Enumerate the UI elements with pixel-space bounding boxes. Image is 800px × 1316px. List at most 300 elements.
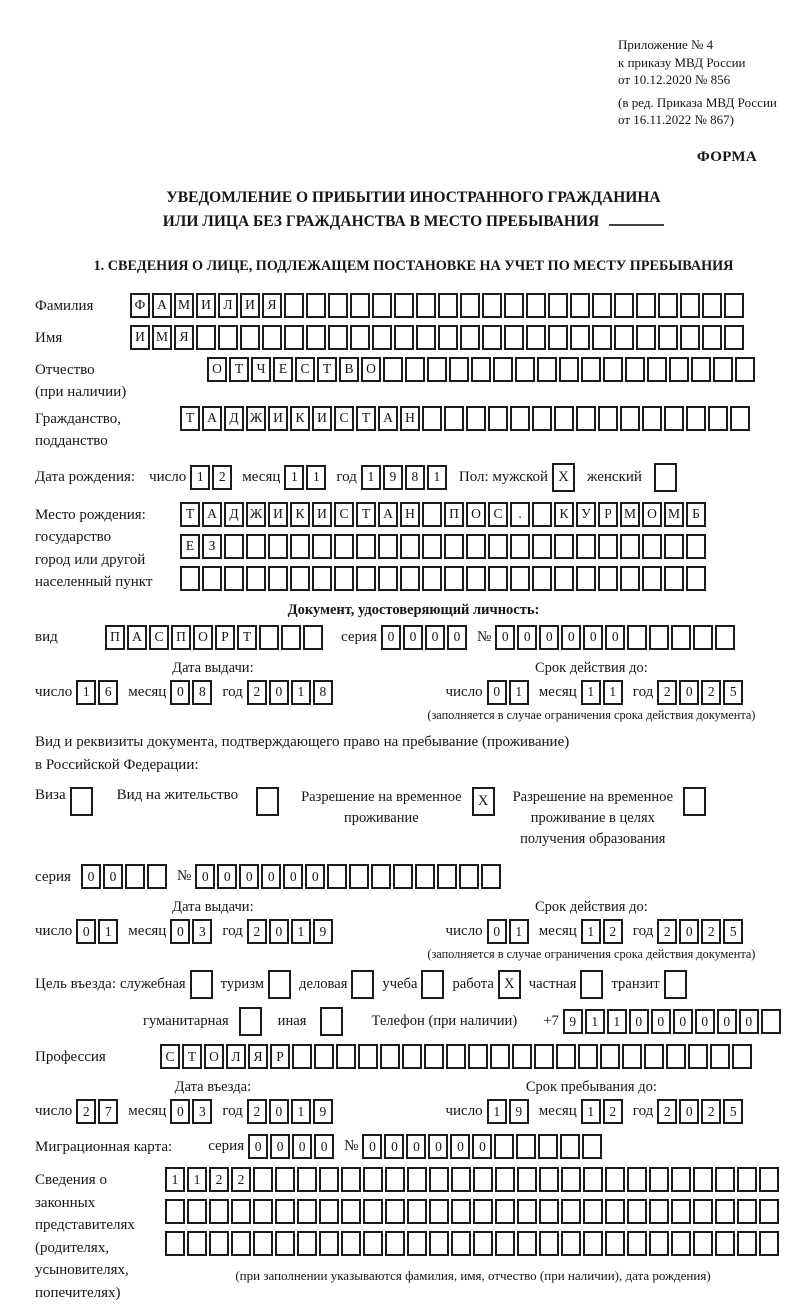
form-cell[interactable] [336, 1044, 356, 1069]
form-cell[interactable] [314, 1044, 334, 1069]
form-cell[interactable]: С [334, 502, 354, 527]
form-cell[interactable]: З [202, 534, 222, 559]
form-cell[interactable]: 2 [701, 919, 721, 944]
form-cell[interactable] [761, 1009, 781, 1034]
form-cell[interactable]: Р [270, 1044, 290, 1069]
form-cell[interactable] [422, 406, 442, 431]
form-cell[interactable]: Я [262, 293, 282, 318]
form-cell[interactable]: 1 [291, 680, 311, 705]
form-cell[interactable] [708, 406, 728, 431]
form-cell[interactable] [231, 1199, 251, 1224]
form-cell[interactable]: 2 [247, 1099, 267, 1124]
form-cell[interactable]: Ж [246, 406, 266, 431]
form-cell[interactable]: 2 [701, 680, 721, 705]
form-cell[interactable]: О [466, 502, 486, 527]
form-cell[interactable] [649, 1167, 669, 1192]
form-cell[interactable] [627, 1231, 647, 1256]
form-cell[interactable]: П [105, 625, 125, 650]
form-cell[interactable]: 0 [450, 1134, 470, 1159]
form-cell[interactable] [666, 1044, 686, 1069]
form-cell[interactable]: 1 [509, 680, 529, 705]
form-cell[interactable] [187, 1199, 207, 1224]
form-cell[interactable]: Л [226, 1044, 246, 1069]
form-cell[interactable]: Ф [130, 293, 150, 318]
form-cell[interactable] [209, 1231, 229, 1256]
form-cell[interactable]: 1 [581, 680, 601, 705]
form-cell[interactable] [691, 357, 711, 382]
form-cell[interactable] [416, 293, 436, 318]
form-cell[interactable] [669, 357, 689, 382]
form-cell[interactable]: 0 [314, 1134, 334, 1159]
temp-residence-education-checkbox[interactable] [683, 787, 706, 816]
purpose-other-checkbox[interactable] [320, 1007, 343, 1036]
form-cell[interactable] [358, 1044, 378, 1069]
form-cell[interactable]: 0 [239, 864, 259, 889]
form-cell[interactable]: 7 [98, 1099, 118, 1124]
form-cell[interactable]: И [268, 502, 288, 527]
form-cell[interactable]: И [312, 502, 332, 527]
form-cell[interactable] [642, 566, 662, 591]
form-cell[interactable] [583, 1167, 603, 1192]
form-cell[interactable] [363, 1199, 383, 1224]
form-cell[interactable]: 0 [679, 680, 699, 705]
form-cell[interactable]: 0 [103, 864, 123, 889]
form-cell[interactable] [407, 1167, 427, 1192]
form-cell[interactable]: 0 [305, 864, 325, 889]
form-cell[interactable] [468, 1044, 488, 1069]
form-cell[interactable]: 0 [195, 864, 215, 889]
form-cell[interactable] [363, 1167, 383, 1192]
form-cell[interactable] [759, 1199, 779, 1224]
form-cell[interactable]: 1 [509, 919, 529, 944]
form-cell[interactable] [680, 293, 700, 318]
form-cell[interactable]: 0 [673, 1009, 693, 1034]
form-cell[interactable] [737, 1199, 757, 1224]
form-cell[interactable] [730, 406, 750, 431]
form-cell[interactable] [444, 406, 464, 431]
form-cell[interactable]: М [664, 502, 684, 527]
form-cell[interactable]: 2 [76, 1099, 96, 1124]
form-cell[interactable] [715, 1199, 735, 1224]
form-cell[interactable] [471, 357, 491, 382]
form-cell[interactable]: Н [400, 406, 420, 431]
form-cell[interactable] [449, 357, 469, 382]
form-cell[interactable] [538, 1134, 558, 1159]
form-cell[interactable]: М [152, 325, 172, 350]
form-cell[interactable]: 1 [581, 1099, 601, 1124]
form-cell[interactable]: 0 [717, 1009, 737, 1034]
form-cell[interactable]: 0 [261, 864, 281, 889]
form-cell[interactable]: 1 [581, 919, 601, 944]
form-cell[interactable]: 9 [383, 465, 403, 490]
form-cell[interactable]: 3 [192, 1099, 212, 1124]
form-cell[interactable] [583, 1199, 603, 1224]
form-cell[interactable]: 0 [605, 625, 625, 650]
form-cell[interactable]: 1 [98, 919, 118, 944]
form-cell[interactable]: Д [224, 502, 244, 527]
form-cell[interactable] [642, 534, 662, 559]
form-cell[interactable]: 0 [269, 680, 289, 705]
form-cell[interactable] [671, 1231, 691, 1256]
visa-checkbox[interactable] [70, 787, 93, 816]
form-cell[interactable]: П [444, 502, 464, 527]
form-cell[interactable] [488, 566, 508, 591]
form-cell[interactable] [319, 1167, 339, 1192]
form-cell[interactable] [350, 293, 370, 318]
form-cell[interactable] [620, 566, 640, 591]
form-cell[interactable] [438, 293, 458, 318]
form-cell[interactable]: 1 [603, 680, 623, 705]
form-cell[interactable]: И [240, 293, 260, 318]
form-cell[interactable] [125, 864, 145, 889]
form-cell[interactable] [515, 357, 535, 382]
form-cell[interactable]: 1 [190, 465, 210, 490]
form-cell[interactable] [400, 534, 420, 559]
purpose-private-checkbox[interactable] [580, 970, 603, 999]
form-cell[interactable] [494, 1134, 514, 1159]
form-cell[interactable] [583, 1231, 603, 1256]
form-cell[interactable] [504, 325, 524, 350]
form-cell[interactable] [488, 406, 508, 431]
form-cell[interactable] [671, 1167, 691, 1192]
form-cell[interactable] [424, 1044, 444, 1069]
form-cell[interactable] [532, 566, 552, 591]
form-cell[interactable] [218, 325, 238, 350]
form-cell[interactable]: 0 [487, 680, 507, 705]
form-cell[interactable] [724, 325, 744, 350]
form-cell[interactable] [713, 357, 733, 382]
form-cell[interactable] [437, 864, 457, 889]
form-cell[interactable]: О [361, 357, 381, 382]
form-cell[interactable]: 3 [192, 919, 212, 944]
form-cell[interactable] [627, 1199, 647, 1224]
form-cell[interactable] [510, 566, 530, 591]
form-cell[interactable] [407, 1199, 427, 1224]
form-cell[interactable]: Е [273, 357, 293, 382]
form-cell[interactable]: 5 [723, 919, 743, 944]
form-cell[interactable] [482, 325, 502, 350]
form-cell[interactable] [303, 625, 323, 650]
form-cell[interactable]: Т [182, 1044, 202, 1069]
form-cell[interactable] [647, 357, 667, 382]
form-cell[interactable] [473, 1231, 493, 1256]
form-cell[interactable]: 0 [629, 1009, 649, 1034]
form-cell[interactable] [400, 566, 420, 591]
form-cell[interactable]: П [171, 625, 191, 650]
form-cell[interactable] [372, 325, 392, 350]
purpose-transit-checkbox[interactable] [664, 970, 687, 999]
form-cell[interactable] [671, 625, 691, 650]
form-cell[interactable]: А [127, 625, 147, 650]
form-cell[interactable] [649, 625, 669, 650]
form-cell[interactable] [473, 1167, 493, 1192]
form-cell[interactable] [380, 1044, 400, 1069]
form-cell[interactable]: 5 [723, 1099, 743, 1124]
form-cell[interactable]: 1 [284, 465, 304, 490]
form-cell[interactable]: О [207, 357, 227, 382]
form-cell[interactable] [686, 534, 706, 559]
form-cell[interactable]: 0 [495, 625, 515, 650]
form-cell[interactable] [378, 534, 398, 559]
form-cell[interactable] [605, 1199, 625, 1224]
form-cell[interactable] [385, 1167, 405, 1192]
form-cell[interactable]: Т [229, 357, 249, 382]
form-cell[interactable]: 9 [313, 919, 333, 944]
form-cell[interactable] [671, 1199, 691, 1224]
form-cell[interactable] [327, 864, 347, 889]
form-cell[interactable] [394, 325, 414, 350]
form-cell[interactable]: А [378, 406, 398, 431]
form-cell[interactable]: А [202, 502, 222, 527]
form-cell[interactable] [253, 1199, 273, 1224]
form-cell[interactable]: 0 [269, 919, 289, 944]
form-cell[interactable]: 5 [723, 680, 743, 705]
form-cell[interactable] [275, 1231, 295, 1256]
form-cell[interactable] [539, 1231, 559, 1256]
form-cell[interactable] [582, 1134, 602, 1159]
form-cell[interactable] [275, 1167, 295, 1192]
form-cell[interactable] [636, 325, 656, 350]
form-cell[interactable] [473, 1199, 493, 1224]
form-cell[interactable] [664, 406, 684, 431]
form-cell[interactable]: Б [686, 502, 706, 527]
form-cell[interactable] [415, 864, 435, 889]
form-cell[interactable]: 0 [561, 625, 581, 650]
form-cell[interactable] [561, 1199, 581, 1224]
form-cell[interactable] [246, 534, 266, 559]
form-cell[interactable]: 8 [405, 465, 425, 490]
form-cell[interactable] [427, 357, 447, 382]
form-cell[interactable] [576, 534, 596, 559]
form-cell[interactable] [363, 1231, 383, 1256]
form-cell[interactable] [554, 406, 574, 431]
form-cell[interactable]: И [196, 293, 216, 318]
form-cell[interactable] [284, 325, 304, 350]
form-cell[interactable]: 0 [679, 1099, 699, 1124]
form-cell[interactable] [526, 325, 546, 350]
form-cell[interactable] [451, 1231, 471, 1256]
form-cell[interactable] [328, 325, 348, 350]
form-cell[interactable]: 2 [603, 919, 623, 944]
form-cell[interactable]: 6 [98, 680, 118, 705]
form-cell[interactable]: Ч [251, 357, 271, 382]
form-cell[interactable]: 0 [270, 1134, 290, 1159]
form-cell[interactable]: 9 [313, 1099, 333, 1124]
form-cell[interactable]: К [290, 406, 310, 431]
form-cell[interactable] [372, 293, 392, 318]
form-cell[interactable]: 0 [425, 625, 445, 650]
form-cell[interactable] [649, 1199, 669, 1224]
form-cell[interactable] [636, 293, 656, 318]
form-cell[interactable] [165, 1231, 185, 1256]
form-cell[interactable] [570, 293, 590, 318]
form-cell[interactable]: 1 [291, 1099, 311, 1124]
form-cell[interactable] [393, 864, 413, 889]
form-cell[interactable]: 0 [406, 1134, 426, 1159]
form-cell[interactable]: Т [317, 357, 337, 382]
form-cell[interactable]: 1 [607, 1009, 627, 1034]
form-cell[interactable]: С [334, 406, 354, 431]
form-cell[interactable] [493, 357, 513, 382]
form-cell[interactable]: Ж [246, 502, 266, 527]
form-cell[interactable]: 0 [447, 625, 467, 650]
form-cell[interactable]: К [554, 502, 574, 527]
form-cell[interactable] [686, 406, 706, 431]
purpose-tourism-checkbox[interactable] [268, 970, 291, 999]
form-cell[interactable] [554, 566, 574, 591]
form-cell[interactable] [693, 625, 713, 650]
form-cell[interactable] [693, 1231, 713, 1256]
form-cell[interactable] [620, 534, 640, 559]
form-cell[interactable] [165, 1199, 185, 1224]
form-cell[interactable] [290, 534, 310, 559]
form-cell[interactable] [532, 534, 552, 559]
purpose-work-checkbox[interactable]: X [498, 970, 521, 999]
form-cell[interactable]: 9 [563, 1009, 583, 1034]
form-cell[interactable]: 0 [679, 919, 699, 944]
form-cell[interactable]: 0 [539, 625, 559, 650]
form-cell[interactable]: . [510, 502, 530, 527]
form-cell[interactable]: 2 [701, 1099, 721, 1124]
form-cell[interactable]: 0 [651, 1009, 671, 1034]
form-cell[interactable] [702, 325, 722, 350]
form-cell[interactable] [576, 406, 596, 431]
form-cell[interactable] [581, 357, 601, 382]
form-cell[interactable] [246, 566, 266, 591]
form-cell[interactable] [693, 1199, 713, 1224]
form-cell[interactable]: 2 [603, 1099, 623, 1124]
form-cell[interactable] [724, 293, 744, 318]
form-cell[interactable] [416, 325, 436, 350]
form-cell[interactable] [459, 864, 479, 889]
form-cell[interactable] [556, 1044, 576, 1069]
form-cell[interactable]: М [174, 293, 194, 318]
form-cell[interactable] [444, 534, 464, 559]
form-cell[interactable]: С [149, 625, 169, 650]
form-cell[interactable] [517, 1231, 537, 1256]
form-cell[interactable]: Я [248, 1044, 268, 1069]
form-cell[interactable] [451, 1167, 471, 1192]
form-cell[interactable] [517, 1199, 537, 1224]
form-cell[interactable]: 1 [165, 1167, 185, 1192]
form-cell[interactable]: 1 [361, 465, 381, 490]
form-cell[interactable] [598, 534, 618, 559]
sex-male-checkbox[interactable]: X [552, 463, 575, 492]
form-cell[interactable] [592, 293, 612, 318]
form-cell[interactable]: С [488, 502, 508, 527]
form-cell[interactable] [504, 293, 524, 318]
form-cell[interactable] [644, 1044, 664, 1069]
form-cell[interactable] [603, 357, 623, 382]
form-cell[interactable] [614, 293, 634, 318]
form-cell[interactable] [600, 1044, 620, 1069]
form-cell[interactable] [578, 1044, 598, 1069]
form-cell[interactable] [625, 357, 645, 382]
form-cell[interactable] [259, 625, 279, 650]
form-cell[interactable]: Я [174, 325, 194, 350]
form-cell[interactable] [460, 293, 480, 318]
form-cell[interactable] [680, 325, 700, 350]
form-cell[interactable] [516, 1134, 536, 1159]
form-cell[interactable] [334, 534, 354, 559]
form-cell[interactable] [429, 1231, 449, 1256]
form-cell[interactable] [319, 1231, 339, 1256]
form-cell[interactable]: О [193, 625, 213, 650]
form-cell[interactable] [517, 1167, 537, 1192]
form-cell[interactable] [349, 864, 369, 889]
form-cell[interactable] [664, 534, 684, 559]
form-cell[interactable] [438, 325, 458, 350]
form-cell[interactable] [224, 566, 244, 591]
form-cell[interactable]: 1 [306, 465, 326, 490]
form-cell[interactable]: С [160, 1044, 180, 1069]
form-cell[interactable] [262, 325, 282, 350]
form-cell[interactable] [510, 534, 530, 559]
form-cell[interactable] [548, 325, 568, 350]
form-cell[interactable] [312, 566, 332, 591]
form-cell[interactable] [482, 293, 502, 318]
form-cell[interactable] [297, 1199, 317, 1224]
form-cell[interactable] [642, 406, 662, 431]
form-cell[interactable] [350, 325, 370, 350]
form-cell[interactable] [231, 1231, 251, 1256]
form-cell[interactable] [481, 864, 501, 889]
form-cell[interactable] [422, 502, 442, 527]
sex-female-checkbox[interactable] [654, 463, 677, 492]
form-cell[interactable] [702, 293, 722, 318]
form-cell[interactable] [180, 566, 200, 591]
form-cell[interactable]: 0 [487, 919, 507, 944]
form-cell[interactable]: С [295, 357, 315, 382]
form-cell[interactable]: 0 [739, 1009, 759, 1034]
form-cell[interactable]: Т [180, 406, 200, 431]
form-cell[interactable] [209, 1199, 229, 1224]
form-cell[interactable]: 0 [403, 625, 423, 650]
form-cell[interactable] [429, 1167, 449, 1192]
form-cell[interactable] [532, 502, 552, 527]
form-cell[interactable] [715, 1167, 735, 1192]
form-cell[interactable]: 0 [248, 1134, 268, 1159]
form-cell[interactable] [196, 325, 216, 350]
form-cell[interactable]: 0 [472, 1134, 492, 1159]
form-cell[interactable]: 0 [170, 680, 190, 705]
form-cell[interactable] [658, 325, 678, 350]
form-cell[interactable] [561, 1167, 581, 1192]
form-cell[interactable]: 0 [81, 864, 101, 889]
form-cell[interactable]: 2 [212, 465, 232, 490]
form-cell[interactable] [451, 1199, 471, 1224]
form-cell[interactable]: 0 [170, 1099, 190, 1124]
form-cell[interactable] [627, 625, 647, 650]
form-cell[interactable]: 2 [657, 1099, 677, 1124]
form-cell[interactable]: 0 [283, 864, 303, 889]
form-cell[interactable]: Н [400, 502, 420, 527]
form-cell[interactable]: И [312, 406, 332, 431]
form-cell[interactable] [202, 566, 222, 591]
purpose-commercial-checkbox[interactable] [351, 970, 374, 999]
form-cell[interactable]: А [202, 406, 222, 431]
form-cell[interactable]: 2 [231, 1167, 251, 1192]
form-cell[interactable] [292, 1044, 312, 1069]
purpose-humanitarian-checkbox[interactable] [239, 1007, 262, 1036]
form-cell[interactable] [297, 1231, 317, 1256]
form-cell[interactable] [356, 534, 376, 559]
form-cell[interactable] [649, 1231, 669, 1256]
form-cell[interactable] [605, 1231, 625, 1256]
form-cell[interactable] [548, 293, 568, 318]
form-cell[interactable] [732, 1044, 752, 1069]
form-cell[interactable]: Д [224, 406, 244, 431]
